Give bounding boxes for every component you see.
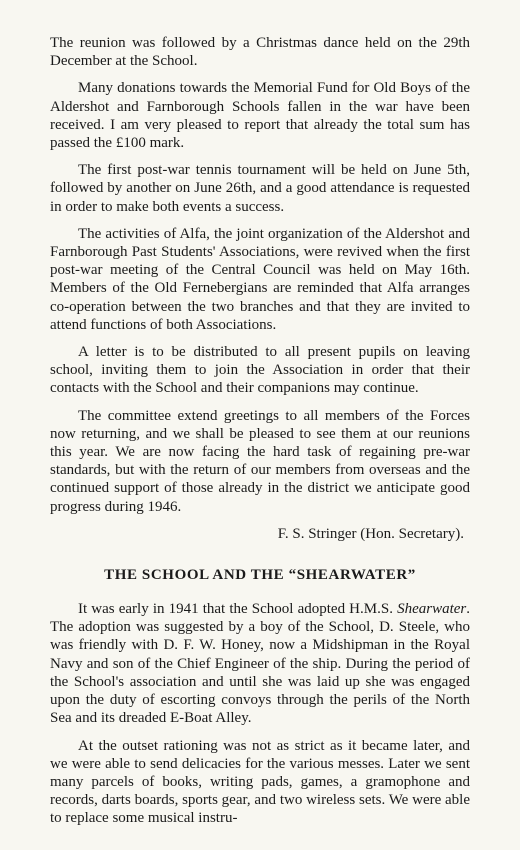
paragraph-christmas-dance: The reunion was followed by a Christmas dance held on the 29th December at the School.: [50, 35, 470, 70]
paragraph-tennis-tournament: The first post-war tennis tournament will be held on June 5th, followed by another on June 26th, and a good attendance is requested in order to make both events a success.: [50, 162, 470, 215]
paragraph-memorial-fund: Many donations towards the Memorial Fund for Old Boys of the Aldershot and Farnborough Schools fallen in the war have been received. I am very pleased to report that already the total sum has passed the £100 mark.: [50, 80, 470, 152]
section-heading-shearwater: THE SCHOOL AND THE “SHEARWATER”: [104, 567, 416, 584]
signature: F. S. Stringer (Hon. Secretary).: [277, 525, 464, 542]
paragraph-adoption: [50, 600, 470, 727]
ship-name: Shearwater: [397, 601, 467, 618]
paragraph-leaving-letter: A letter is to be distributed to all present pupils on leaving school, inviting them to join the Association in order that their contacts with the School and their companions may continue.: [50, 344, 470, 397]
adoption-text-start: It was early in 1941 that the School adopted H.M.S.: [78, 601, 398, 618]
paragraph-rationing: At the outset rationing was not as strict as it became later, and we were able to send delicacies for the various messes. Later we sent many parcels of books, writing pads, games, a gramophone and records, darts boards, sports gear, and two wireless sets. We were able to replace some musical instru-: [50, 737, 470, 827]
adoption-text-end: . The adoption was suggested by a boy of the School, D. Steele, who was friendly with D. F. W. Honey, now a Midshipman in the Royal Navy and son of the Chief Engineer of the ship. During the period of the School's association and until she was laid up she was engaged upon the duty of escorting convoys through the perils of the North Sea and its dreaded E-Boat Alley.: [50, 601, 470, 727]
paragraph-alfa-activities: The activities of Alfa, the joint organization of the Aldershot and Farnborough Past Students' Associations, were revived when the first post-war meeting of the Central Council was held on May 16th. Members of the Old Fernebergians are reminded that Alfa arranges co-operation between the two branches and that they are invited to attend functions of both Associations.: [50, 225, 470, 333]
paragraph-committee-greetings: The committee extend greetings to all members of the Forces now returning, and we shall be pleased to see them at our reunions this year. We are now facing the hard task of regaining pre-war standards, but with the return of our members from overseas and the continued support of those already in the district we anticipate good progress during 1946.: [50, 407, 470, 515]
